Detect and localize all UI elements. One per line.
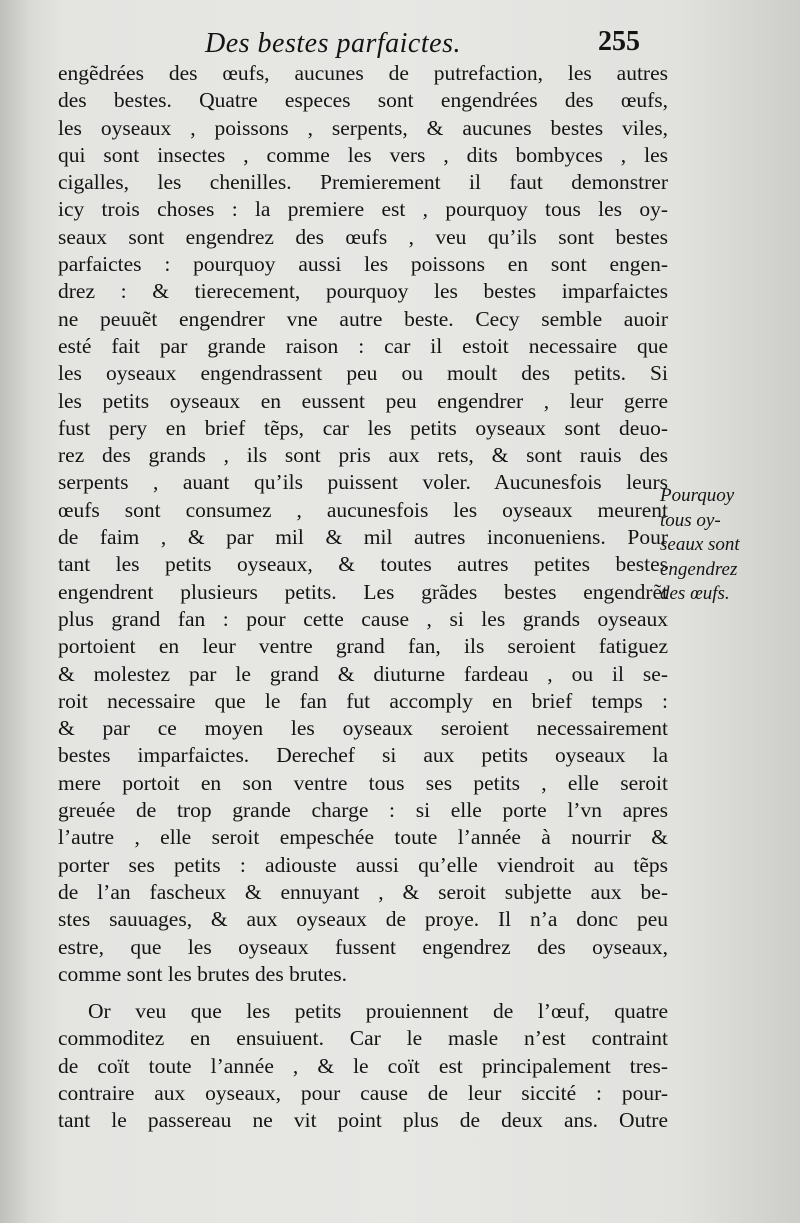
text-line: seaux sont engendrez des œufs , veu qu’ils sont bestes <box>58 224 668 249</box>
text-line: tant les petits oyseaux, & toutes autres petites bestes <box>58 552 668 577</box>
text-line: comme sont les brutes des brutes. <box>58 961 348 986</box>
text-line: les petits oyseaux en eussent peu engendrer , leur gerre <box>58 388 668 413</box>
text-line: les oyseaux , poissons , serpents, & aucunes bestes viles, <box>58 115 668 140</box>
text-line: & par ce moyen les oyseaux seroient necessairement <box>58 716 668 741</box>
margin-note-line: seaux sont <box>660 534 740 555</box>
text-line: des bestes. Quatre especes sont engendrées des œufs, <box>58 88 668 113</box>
text-line: porter ses petits : adiouste aussi qu’elle viendroit au tẽps <box>58 852 668 877</box>
text-line: de faim , & par mil & mil autres inconueniens. Pour <box>58 525 668 550</box>
text-line: qui sont insectes , comme les vers , dits bombyces , les <box>58 142 668 167</box>
page-number: 255 <box>598 26 640 57</box>
text-line: Or veu que les petits prouiennent de l’œuf, quatre <box>88 999 668 1024</box>
margin-note-line: des œufs. <box>660 583 730 604</box>
text-line: icy trois choses : la premiere est , pourquoy tous les oy- <box>58 197 668 222</box>
text-line: tant le passereau ne vit point plus de deux ans. Outre <box>58 1108 668 1133</box>
text-line: parfaictes : pourquoy aussi les poissons en sont engen- <box>58 252 668 277</box>
text-line: plus grand fan : pour cette cause , si les grands oyseaux <box>58 606 668 631</box>
margin-note-line: tous oy- <box>660 509 721 531</box>
text-line: contraire aux oyseaux, pour cause de leur siccité : pour- <box>58 1080 668 1105</box>
running-title: Des bestes parfaictes. <box>205 28 461 59</box>
text-line: de coït toute l’année , & le coït est principalement tres- <box>58 1053 668 1078</box>
text-line: esté fait par grande raison : car il estoit necessaire que <box>58 333 668 358</box>
page-header <box>0 24 800 64</box>
text-line: & molestez par le grand & diuturne fardeau , ou il se- <box>58 661 668 686</box>
text-line: greuée de trop grande charge : si elle porte l’vn apres <box>58 798 668 823</box>
text-line: estre, que les oyseaux fussent engendrez des oyseaux, <box>58 934 668 959</box>
text-line: commoditez en ensuiuent. Car le masle n’est contraint <box>58 1026 668 1051</box>
margin-note <box>660 484 790 607</box>
text-line: portoient en leur ventre grand fan, ils seroient fatiguez <box>58 634 668 659</box>
paragraph-gap <box>58 988 668 998</box>
text-line: roit necessaire que le fan fut accomply en brief temps : <box>58 688 668 713</box>
text-line: œufs sont consumez , aucunesfois les oyseaux meurent <box>58 497 668 522</box>
text-line: bestes imparfaictes. Derechef si aux petits oyseaux la <box>58 743 668 768</box>
text-line: engendrent plusieurs petits. Les grãdes bestes engendrẽt <box>58 579 668 604</box>
text-line: fust pery en brief tẽps, car les petits oyseaux sont deuo- <box>58 415 668 440</box>
text-line: engẽdrées des œufs, aucunes de putrefaction, les autres <box>58 61 668 85</box>
margin-note-line: Pourquoy <box>660 485 735 506</box>
text-line: l’autre , elle seroit empeschée toute l’année à nourrir & <box>58 825 668 850</box>
paragraph-2 <box>58 998 668 1134</box>
text-line: les oyseaux engendrassent peu ou moult des petits. Si <box>58 361 668 386</box>
body-text <box>58 60 668 1135</box>
text-line: de l’an fascheux & ennuyant , & seroit subjette aux be- <box>58 879 668 904</box>
text-line: cigalles, les chenilles. Premierement il faut demonstrer <box>58 170 668 195</box>
text-line: mere portoit en son ventre tous ses petits , elle seroit <box>58 770 668 795</box>
page-shadow <box>0 0 30 1223</box>
text-line: stes sauuages, & aux oyseaux de proye. Il n’a donc peu <box>58 907 668 932</box>
text-line: rez des grands , ils sont pris aux rets, & sont rauis des <box>58 443 668 468</box>
margin-note-line: engendrez <box>660 558 738 580</box>
text-line: drez : & tierecement, pourquoy les bestes imparfaictes <box>58 279 668 304</box>
text-line: ne peuuẽt engendrer vne autre beste. Cecy semble auoir <box>58 306 668 331</box>
paragraph-1 <box>58 60 668 988</box>
text-line: serpents , auant qu’ils puissent voler. Aucunesfois leurs <box>58 470 668 495</box>
